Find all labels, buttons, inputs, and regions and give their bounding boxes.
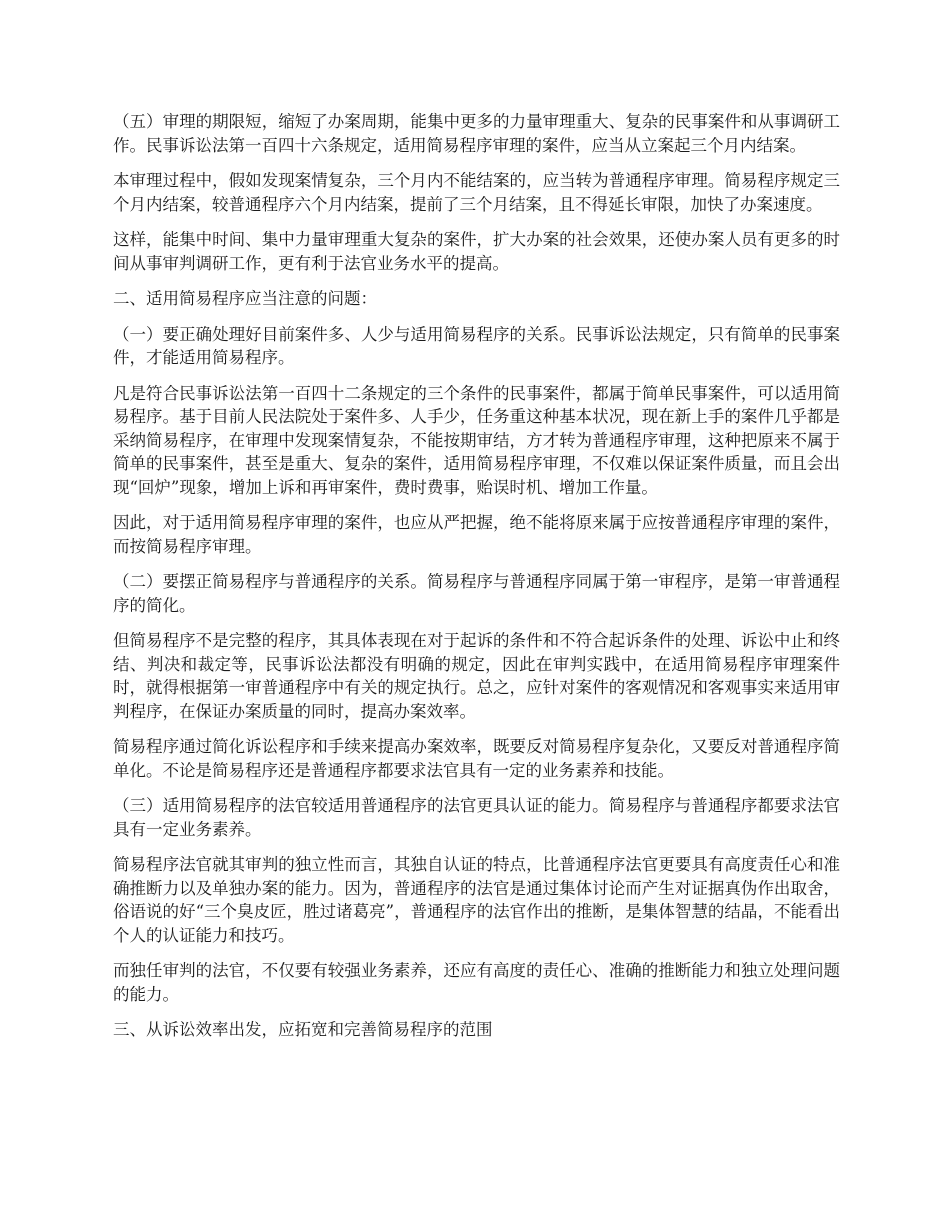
paragraph-10: 简易程序通过简化诉讼程序和手续来提高办案效率，既要反对简易程序复杂化，又要反对普通程序简单化。不论是简易程序还是普通程序都要求法官具有一定的业务素养和技能。 xyxy=(113,737,840,780)
paragraph-7: 因此，对于适用简易程序审理的案件，也应从严把握，绝不能将原来属于应按普通程序审理的案件，而按简易程序审理。 xyxy=(113,513,840,556)
paragraph-13: 而独任审判的法官，不仅要有较强业务素养，还应有高度的责任心、准确的推断能力和独立处理问题的能力。 xyxy=(113,961,840,1004)
paragraph-9: 但简易程序不是完整的程序，其具体表现在对于起诉的条件和不符合起诉条件的处理、诉讼中止和终结、判决和裁定等，民事诉讼法都没有明确的规定，因此在审判实践中，在适用简易程序审理案件时，就得根据第一审普通程序中有关的规定执行。总之，应针对案件的客观情况和客观事实来适用审判程序，在保证办案质量的同时，提高办案效率。 xyxy=(113,631,840,721)
paragraph-6: 凡是符合民事诉讼法第一百四十二条规定的三个条件的民事案件，都属于简单民事案件，可以适用简易程序。基于目前人民法院处于案件多、人手少，任务重这种基本状况，现在新上手的案件几乎都是采纳简易程序，在审理中发现案情复杂，不能按期审结，方才转为普通程序审理，这种把原来不属于简单的民事案件，甚至是重大、复杂的案件，适用简易程序审理，不仅难以保证案件质量，而且会出现“回炉”现象，增加上诉和再审案件，费时费事，贻误时机、增加工作量。 xyxy=(113,383,840,497)
paragraph-1: （五）审理的期限短，缩短了办案周期，能集中更多的力量审理重大、复杂的民事案件和从事调研工作。民事诉讼法第一百四十六条规定，适用简易程序审理的案件，应当从立案起三个月内结案。 xyxy=(113,112,840,155)
document-body xyxy=(113,110,840,1054)
paragraph-8: （二）要摆正简易程序与普通程序的关系。简易程序与普通程序同属于第一审程序，是第一审普通程序的简化。 xyxy=(113,572,840,615)
paragraph-5: （一）要正确处理好目前案件多、人少与适用简易程序的关系。民事诉讼法规定，只有简单的民事案件，才能适用简易程序。 xyxy=(113,324,840,367)
paragraph-2: 本审理过程中，假如发现案情复杂，三个月内不能结案的，应当转为普通程序审理。简易程序规定三个月内结案，较普通程序六个月内结案，提前了三个月结案，且不得延长审限，加快了办案速度。 xyxy=(113,171,840,214)
paragraph-3: 这样，能集中时间、集中力量审理重大复杂的案件，扩大办案的社会效果，还使办案人员有更多的时间从事审判调研工作，更有利于法官业务水平的提高。 xyxy=(113,230,840,273)
paragraph-12: 简易程序法官就其审判的独立性而言，其独自认证的特点，比普通程序法官更要具有高度责任心和准确推断力以及单独办案的能力。因为，普通程序的法官是通过集体讨论而产生对证据真伪作出取舍，俗语说的好“三个臭皮匠，胜过诸葛亮”，普通程序的法官作出的推断，是集体智慧的结晶，不能看出个人的认证能力和技巧。 xyxy=(113,855,840,945)
section-heading-2: 二、适用简易程序应当注意的问题： xyxy=(113,289,377,308)
section-heading-3: 三、从诉讼效率出发，应拓宽和完善简易程序的范围 xyxy=(113,1020,493,1039)
paragraph-11: （三）适用简易程序的法官较适用普通程序的法官更具认证的能力。简易程序与普通程序都要求法官具有一定业务素养。 xyxy=(113,796,840,839)
